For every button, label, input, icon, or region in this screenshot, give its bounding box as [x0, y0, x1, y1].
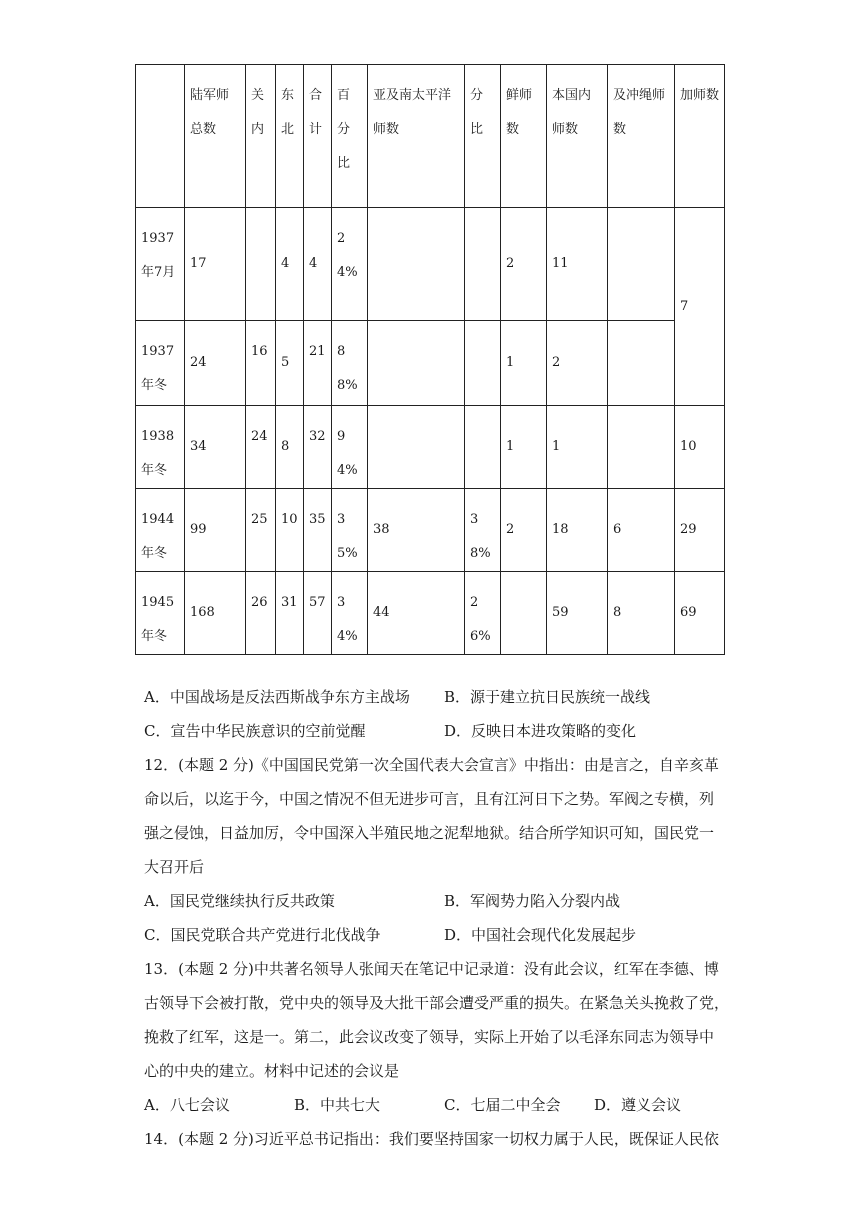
table-cell: 6 [608, 489, 675, 572]
table-cell: 94% [332, 406, 368, 489]
table-cell: 38 [368, 489, 465, 572]
table-cell: 35 [304, 489, 332, 572]
table-cell [246, 208, 276, 321]
table-cell: 2 [501, 208, 547, 321]
q11-option-d: D．反映日本进攻策略的变化 [444, 722, 637, 740]
table-cell: 44 [368, 572, 465, 655]
table-cell: 21 [304, 321, 332, 406]
row-label: 1937年冬 [136, 321, 185, 406]
q12-stem-line: 命以后，以迄于今，中国之情况不但无进步可言，且有江河日下之势。军阀之专横，列 [144, 790, 715, 808]
table-cell: 18 [547, 489, 608, 572]
table-cell [465, 208, 501, 321]
row-label: 1937年7月 [136, 208, 185, 321]
q14-stem-line: 14．(本题 2 分)习近平总书记指出：我们要坚持国家一切权力属于人民，既保证人民依 [144, 1130, 719, 1148]
table-cell: 8 [276, 406, 304, 489]
table-cell: 5 [276, 321, 304, 406]
table-cell: 34 [185, 406, 246, 489]
header-cell: 陆军师总数 [185, 65, 246, 208]
q12-option-b: B．军阀势力陷入分裂内战 [444, 892, 621, 910]
table-cell: 1 [501, 406, 547, 489]
header-cell: 东北 [276, 65, 304, 208]
row-label: 1938年冬 [136, 406, 185, 489]
q12-option-d: D．中国社会现代化发展起步 [444, 926, 637, 944]
table-cell: 26% [465, 572, 501, 655]
table-cell: 17 [185, 208, 246, 321]
q11-option-a: A．中国战场是反法西斯战争东方主战场 [144, 688, 410, 706]
table-cell [465, 321, 501, 406]
row-label: 1944年冬 [136, 489, 185, 572]
header-cell: 合计 [304, 65, 332, 208]
row-label: 1945年冬 [136, 572, 185, 655]
table-cell [368, 208, 465, 321]
table-cell: 24 [246, 406, 276, 489]
header-cell: 本国内师数 [547, 65, 608, 208]
table-row [136, 406, 725, 489]
table-cell: 8 [608, 572, 675, 655]
table-cell: 1 [501, 321, 547, 406]
header-cell: 关内 [246, 65, 276, 208]
table-cell: 32 [304, 406, 332, 489]
header-cell: 亚及南太平洋师数 [368, 65, 465, 208]
q12-option-a: A．国民党继续执行反共政策 [144, 892, 335, 910]
q13-option-a: A．八七会议 [144, 1096, 230, 1114]
header-cell: 分比 [465, 65, 501, 208]
q13-stem-line: 心的中央的建立。材料中记述的会议是 [144, 1062, 400, 1080]
q11-option-b: B．源于建立抗日民族统一战线 [444, 688, 651, 706]
q13-stem-line: 挽救了红军，这是一。第二，此会议改变了领导，实际上开始了以毛泽东同志为领导中 [144, 1028, 715, 1046]
table-cell: 31 [276, 572, 304, 655]
table-row [136, 489, 725, 572]
header-cell: 及冲绳师数 [608, 65, 675, 208]
header-cell: 加师数 [675, 65, 725, 208]
table-row [136, 572, 725, 655]
table-cell [368, 406, 465, 489]
q11-option-c: C．宣告中华民族意识的空前觉醒 [144, 722, 366, 740]
table-cell: 88% [332, 321, 368, 406]
table-cell: 34% [332, 572, 368, 655]
table-cell: 99 [185, 489, 246, 572]
table-cell: 29 [675, 489, 725, 572]
merged-cell: 7 [675, 208, 725, 406]
q13-option-b: B．中共七大 [294, 1096, 381, 1114]
table-cell: 10 [675, 406, 725, 489]
table-cell: 26 [246, 572, 276, 655]
q13-stem-line: 13．(本题 2 分)中共著名领导人张闻天在笔记中记录道：没有此会议，红军在李德、博 [144, 960, 719, 978]
table-cell: 59 [547, 572, 608, 655]
table-cell: 38% [465, 489, 501, 572]
table-cell: 57 [304, 572, 332, 655]
table-cell: 25 [246, 489, 276, 572]
q13-option-d: D．遵义会议 [594, 1096, 682, 1114]
table-cell: 35% [332, 489, 368, 572]
table-header-row [136, 65, 725, 208]
table-cell: 168 [185, 572, 246, 655]
q12-stem-line: 强之侵蚀，日益加厉，令中国深入半殖民地之泥犁地狱。结合所学知识可知，国民党一 [144, 824, 715, 842]
table-cell [501, 572, 547, 655]
table-cell: 10 [276, 489, 304, 572]
q12-stem-line: 12．(本题 2 分)《中国国民党第一次全国代表大会宣言》中指出：由是言之，自辛亥革 [144, 756, 719, 774]
table-cell: 4 [276, 208, 304, 321]
table-cell [608, 321, 675, 406]
header-cell: 百分比 [332, 65, 368, 208]
table-row [136, 321, 725, 406]
army-divisions-table [135, 64, 725, 655]
header-cell: 鲜师数 [501, 65, 547, 208]
table-cell: 69 [675, 572, 725, 655]
table-cell: 2 [501, 489, 547, 572]
q12-option-c: C．国民党联合共产党进行北伐战争 [144, 926, 381, 944]
table-cell: 24% [332, 208, 368, 321]
table-cell: 1 [547, 406, 608, 489]
header-cell [136, 65, 185, 208]
table-cell [608, 406, 675, 489]
table-row [136, 208, 725, 321]
table-cell [465, 406, 501, 489]
table-cell [368, 321, 465, 406]
table-cell: 2 [547, 321, 608, 406]
table-cell: 11 [547, 208, 608, 321]
table-cell: 16 [246, 321, 276, 406]
table-cell: 24 [185, 321, 246, 406]
q13-stem-line: 古领导下会被打散，党中央的领导及大批干部会遭受严重的损失。在紧急关头挽救了党， [144, 994, 730, 1012]
table-cell [608, 208, 675, 321]
q12-stem-line: 大召开后 [144, 858, 205, 876]
table-cell: 4 [304, 208, 332, 321]
q13-option-c: C．七届二中全会 [444, 1096, 561, 1114]
